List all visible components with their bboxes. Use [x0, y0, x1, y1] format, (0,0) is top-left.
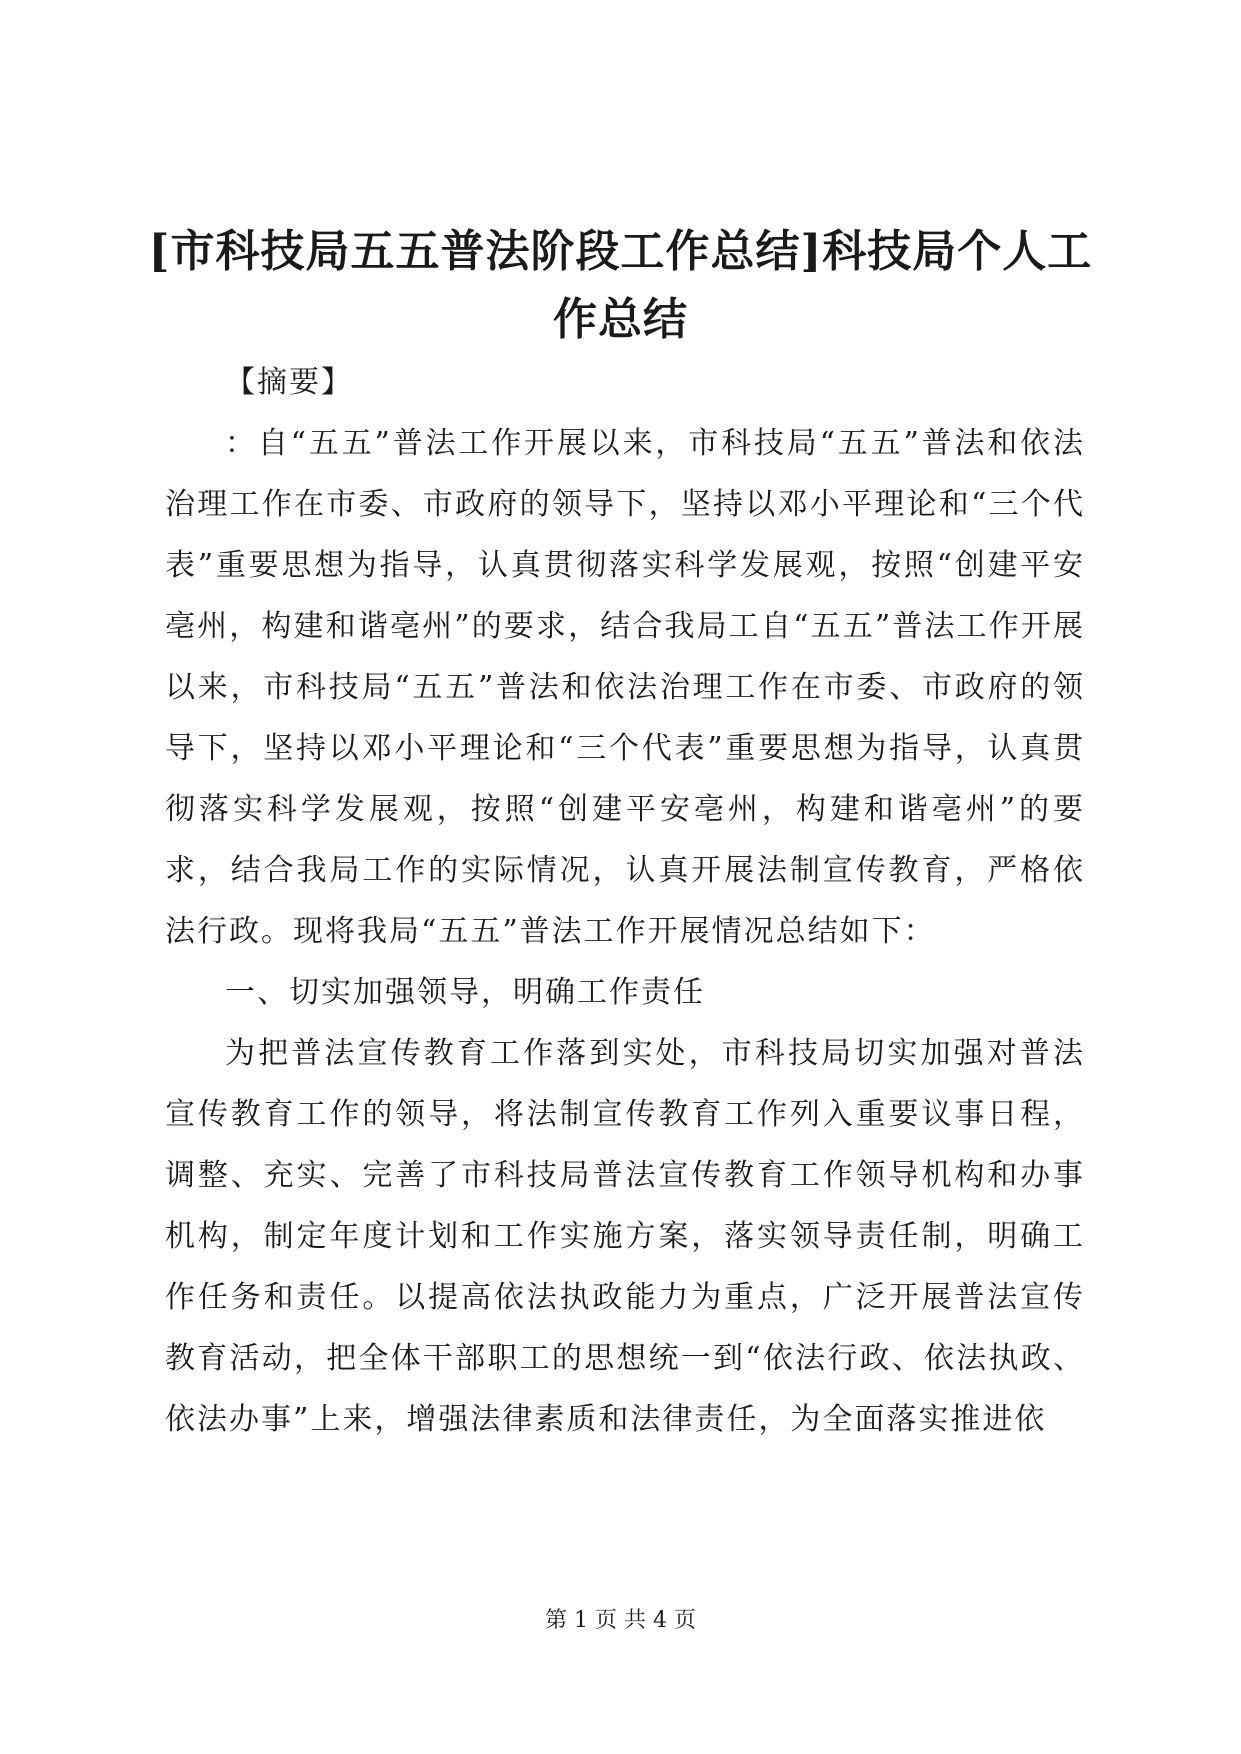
paragraph-body: 为把普法宣传教育工作落到实处，市科技局切实加强对普法宣传教育工作的领导，将法制宣传教育工作列入重要议事日程，调整、充实、完善了市科技局普法宣传教育工作领导机构和办事机构，制定年度计划和工作实施方案，落实领导责任制，明确工作任务和责任。以提高依法执政能力为重点，广泛开展普法宣传教育活动，把全体干部职工的思想统一到“依法行政、依法执政、依法办事”上来，增强法律素质和法律责任，为全面落实推进依: [165, 1036, 1085, 1437]
paragraph-abstract: ：自“五五”普法工作开展以来，市科技局“五五”普法和依法治理工作在市委、市政府的领导下，坚持以邓小平理论和“三个代表”重要思想为指导，认真贯彻落实科学发展观，按照“创建平安亳州，构建和谐亳州”的要求，结合我局工自“五五”普法工作开展以来，市科技局“五五”普法和依法治理工作在市委、市政府的领导下，坚持以邓小平理论和“三个代表”重要思想为指导，认真贯彻落实科学发展观，按照“创建平安亳州，构建和谐亳州”的要求，结合我局工作的实际情况，认真开展法制宣传教育，严格依法行政。现将我局“五五”普法工作开展情况总结如下：: [165, 426, 1085, 949]
document-title: [市科技局五五普法阶段工作总结]科技局个人工作总结: [148, 226, 1093, 345]
document-body: [165, 352, 1085, 1450]
abstract-label: 【摘要】: [225, 365, 353, 400]
section-heading: 一、切实加强领导，明确工作责任: [225, 975, 705, 1010]
page-footer: 第 1 页 共 4 页: [545, 1608, 696, 1633]
